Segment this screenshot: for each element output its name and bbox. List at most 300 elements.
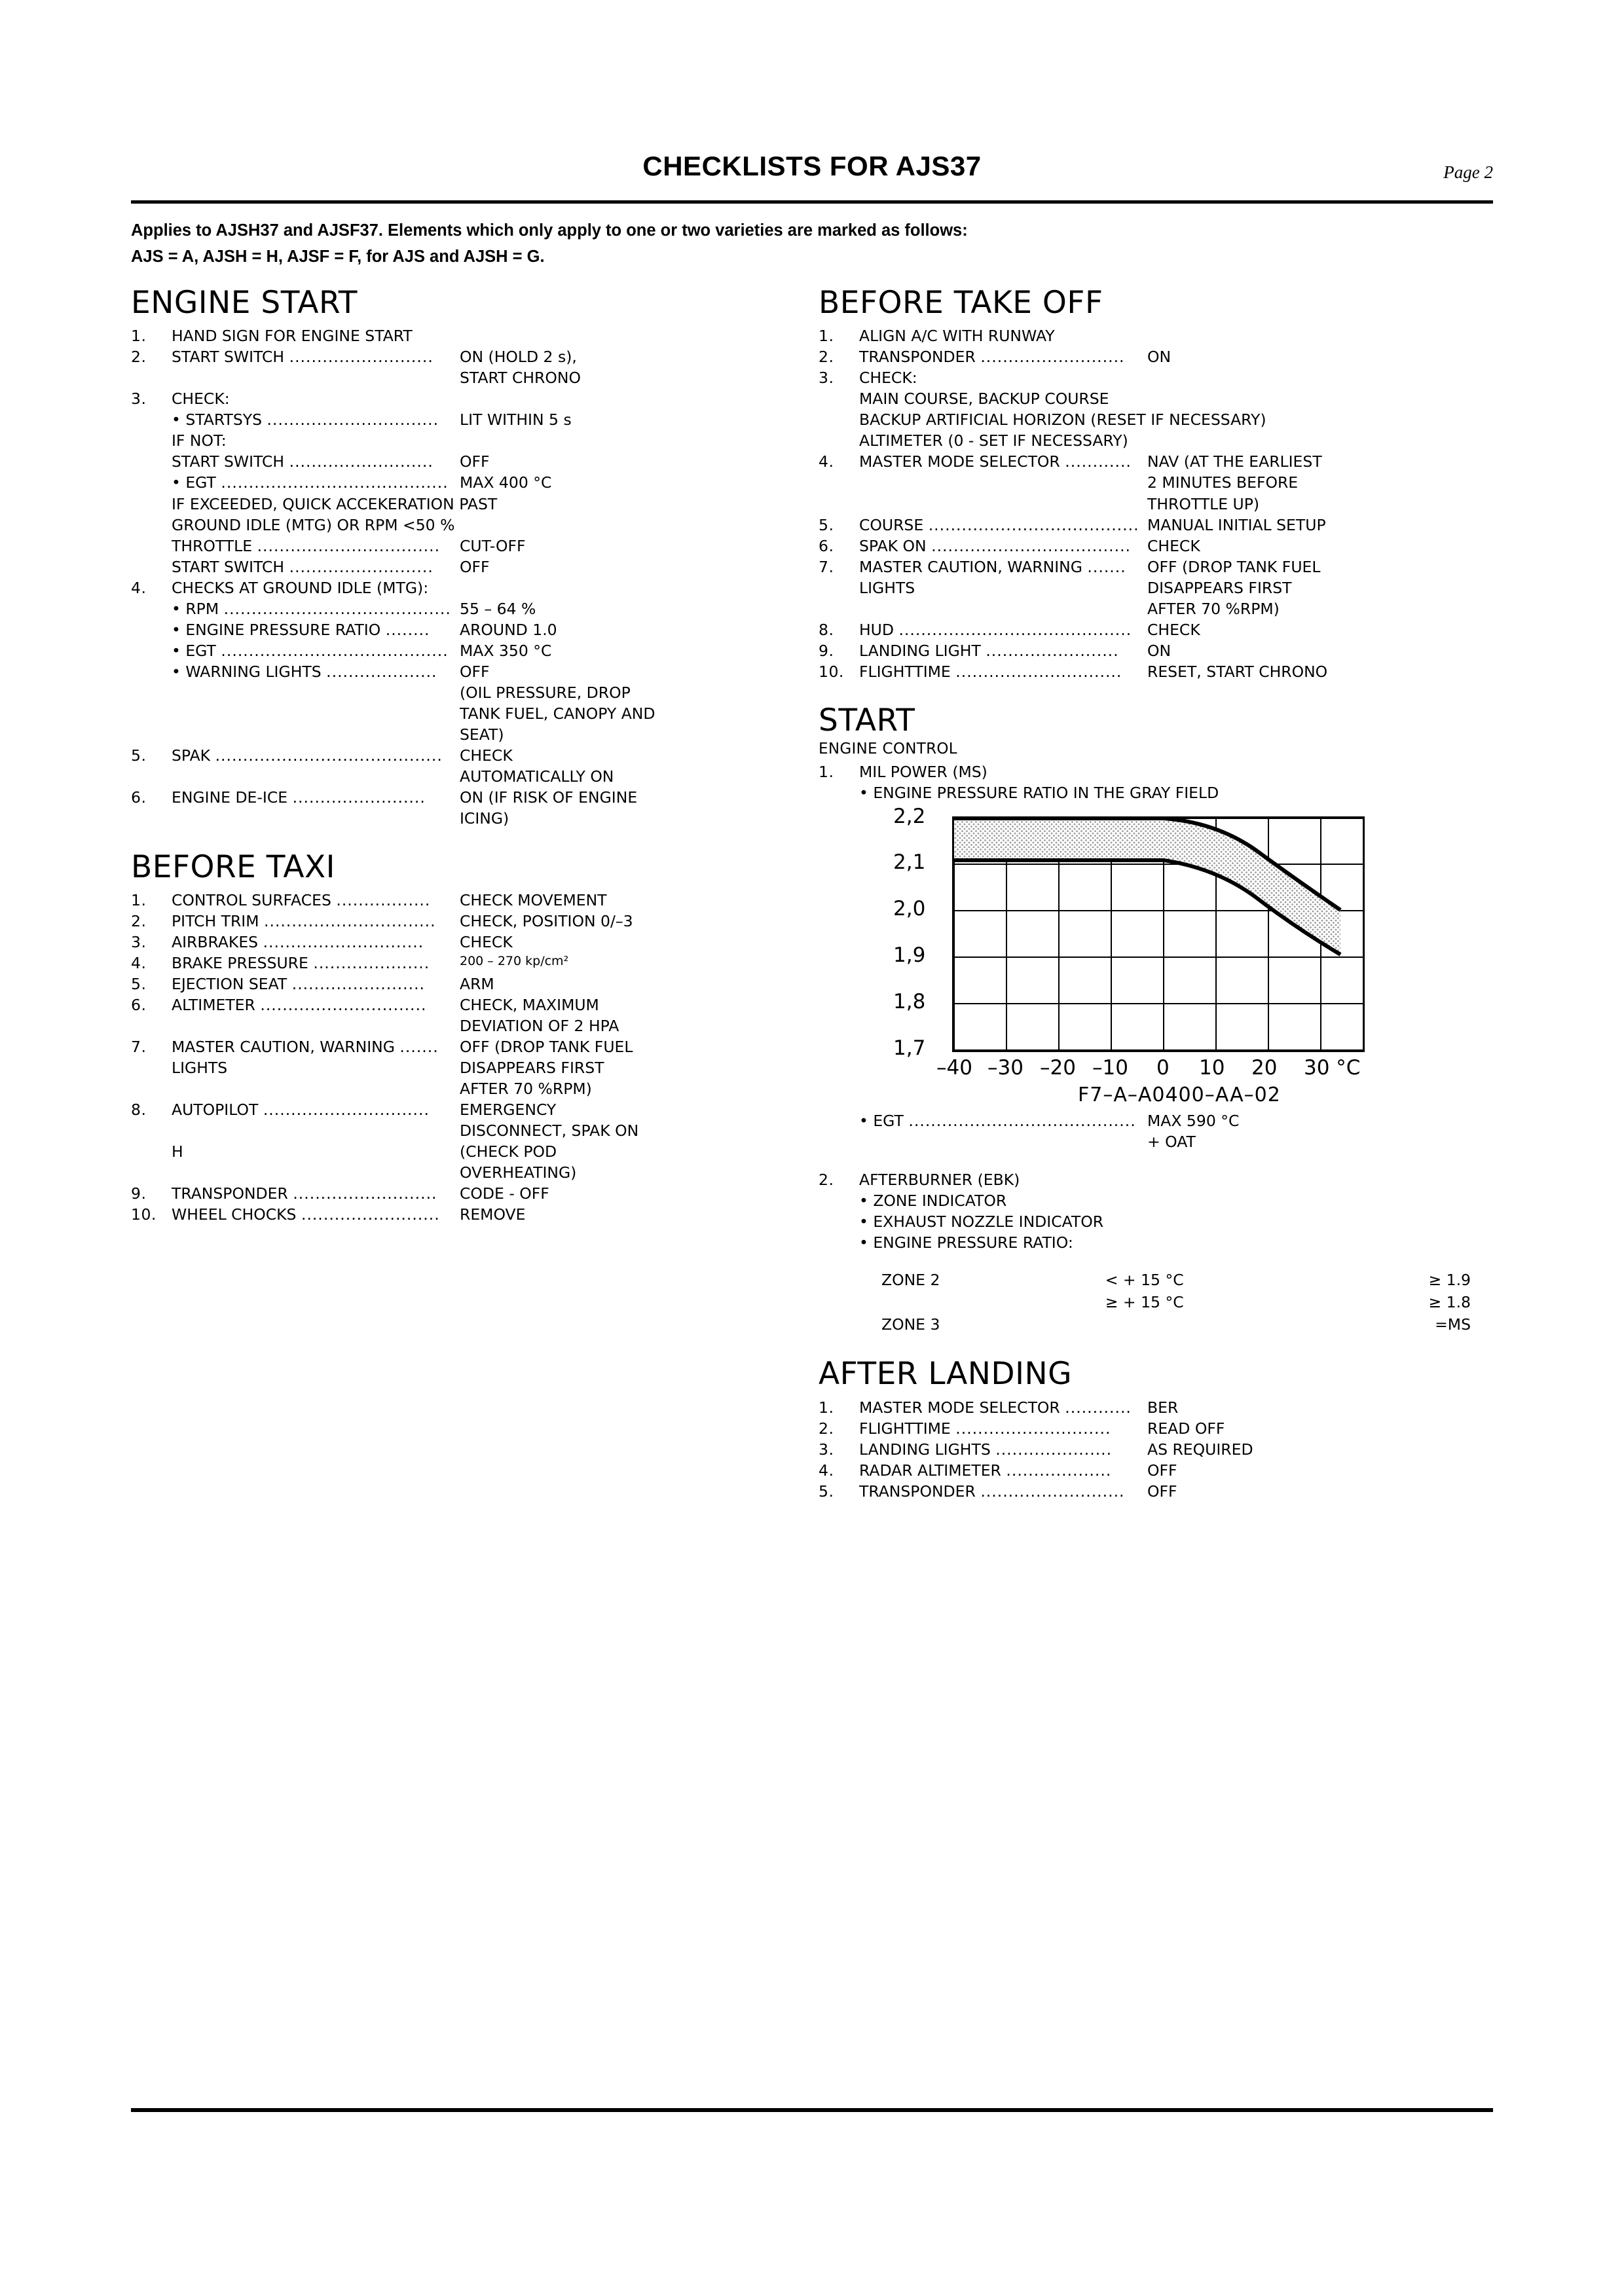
- item-number: [819, 598, 859, 619]
- item-number: 3.: [131, 933, 147, 952]
- item-number: 10.: [819, 662, 844, 681]
- item-label: [172, 703, 460, 724]
- item-label: [859, 1460, 1147, 1481]
- zone-label: ZONE 3: [881, 1315, 940, 1334]
- section-title-before-taxi: BEFORE TAXI: [131, 848, 336, 885]
- item-label: CHECK:: [859, 369, 917, 388]
- list-item: [819, 640, 1493, 661]
- item-number: 5.: [819, 1482, 834, 1501]
- section-title-engine-start: ENGINE START: [131, 285, 358, 321]
- applies-line-2: AJS = A, AJSH = H, AJSF = F, for AJS and AJSH = G.: [131, 247, 545, 266]
- item-value: OFF: [460, 452, 490, 471]
- list-item: [131, 974, 792, 994]
- item-text: TRANSPONDER: [172, 1184, 288, 1203]
- item-value: ON (HOLD 2 s),: [460, 348, 577, 367]
- section-title-before-take-off: BEFORE TAKE OFF: [819, 285, 1103, 321]
- y-tick-1-8: 1,8: [893, 990, 926, 1014]
- item-value: EMERGENCY: [460, 1101, 557, 1120]
- item-number: 2.: [131, 348, 147, 367]
- item-text: MASTER CAUTION, WARNING: [859, 557, 1082, 576]
- list-item: [819, 598, 1493, 619]
- item-text: • RPM: [172, 599, 219, 618]
- list-item: [819, 1460, 1493, 1481]
- list-item: [131, 325, 792, 346]
- item-value: AFTER 70 %RPM): [460, 1080, 592, 1099]
- item-label: [859, 1418, 1147, 1439]
- item-label: [859, 619, 1147, 640]
- list-item: [131, 640, 792, 661]
- item-label: [172, 640, 460, 661]
- item-label: [859, 661, 1147, 682]
- item-text: MASTER CAUTION, WARNING: [172, 1038, 395, 1057]
- list-item: [819, 536, 1493, 556]
- list-item: [131, 1057, 792, 1078]
- leader-dots: .........................................: [215, 746, 443, 765]
- item-text: LANDING LIGHTS: [859, 1440, 991, 1459]
- list-item: [131, 515, 792, 536]
- item-note: • EXHAUST NOZZLE INDICATOR: [859, 1212, 1104, 1231]
- item-text: ENGINE DE-ICE: [172, 788, 288, 807]
- item-label: [172, 536, 460, 556]
- zone-label: [881, 1291, 1105, 1313]
- chart-reference-code: F7–A–A0400–AA–02: [1078, 1084, 1281, 1107]
- y-tick-2-0: 2,0: [893, 897, 926, 921]
- item-number: 2.: [819, 1419, 834, 1438]
- leader-dots: .............................: [263, 933, 424, 952]
- chart-plot: [952, 816, 1365, 1052]
- list-item: [131, 619, 792, 640]
- list-item: [131, 409, 792, 430]
- item-number: [819, 472, 859, 493]
- table-row: [881, 1313, 1471, 1336]
- item-label: [172, 1099, 460, 1120]
- list-item: [819, 1110, 1493, 1131]
- list-item: [819, 346, 1493, 367]
- item-number: [131, 472, 172, 493]
- list-item: [131, 472, 792, 493]
- item-value: + OAT: [1147, 1133, 1196, 1152]
- item-number: [131, 556, 172, 577]
- leader-dots: ........................: [986, 641, 1119, 660]
- item-number: 6.: [131, 996, 147, 1015]
- chart-area: [881, 805, 1379, 1080]
- item-value: OFF: [1147, 1482, 1177, 1501]
- item-number: 5.: [131, 746, 147, 765]
- list-item: [819, 1232, 1493, 1253]
- right-column: [819, 287, 1493, 1502]
- item-value: SEAT): [460, 725, 504, 744]
- item-number: [131, 1057, 172, 1078]
- checklist-before-take-off: [819, 325, 1493, 682]
- x-tick-0: 0: [1156, 1056, 1170, 1080]
- item-label: [859, 640, 1147, 661]
- list-item: [131, 451, 792, 472]
- item-label: [172, 787, 460, 808]
- item-number: [131, 682, 172, 703]
- item-value: OFF (DROP TANK FUEL: [1147, 557, 1321, 576]
- item-note: GROUND IDLE (MTG) OR RPM <50 %: [172, 515, 455, 534]
- item-label: [172, 766, 460, 787]
- chart-svg: [954, 818, 1363, 1050]
- list-item: [131, 724, 792, 745]
- list-item: [819, 556, 1493, 577]
- item-value: DISAPPEARS FIRST: [1147, 578, 1292, 597]
- item-number: 4.: [131, 954, 147, 973]
- list-item: [819, 494, 1493, 515]
- leader-dots: ..........................: [289, 452, 434, 471]
- item-number: [131, 598, 172, 619]
- item-number: [131, 367, 172, 388]
- item-text: • ENGINE PRESSURE RATIO: [172, 620, 381, 639]
- item-value: CHECK, MAXIMUM: [460, 996, 599, 1015]
- list-item: [131, 703, 792, 724]
- item-number: [819, 1211, 859, 1232]
- item-value: DISCONNECT, SPAK ON: [460, 1121, 639, 1140]
- list-item: [131, 1099, 792, 1120]
- item-value: (CHECK POD: [460, 1142, 557, 1161]
- item-number: 5.: [131, 975, 147, 994]
- item-label: MIL POWER (MS): [859, 762, 987, 781]
- y-tick-2-1: 2,1: [893, 850, 926, 875]
- item-label: [172, 1162, 460, 1183]
- spacer: [819, 1152, 1493, 1169]
- item-label: [172, 994, 460, 1015]
- item-label: [172, 619, 460, 640]
- leader-dots: ..........................: [980, 348, 1125, 367]
- item-number: [819, 577, 859, 598]
- list-item: [819, 1439, 1493, 1460]
- item-value: OVERHEATING): [460, 1163, 577, 1182]
- zone-label: ZONE 2: [881, 1271, 940, 1290]
- item-label: [172, 1036, 460, 1057]
- item-text: CONTROL SURFACES: [172, 891, 331, 910]
- leader-dots: .........................................: [221, 473, 449, 492]
- item-number: 4.: [819, 1461, 834, 1480]
- item-value: MAX 350 °C: [460, 641, 552, 660]
- leader-dots: ............: [1065, 452, 1132, 471]
- item-text: SPAK ON: [859, 536, 927, 555]
- leader-dots: ......................................: [928, 515, 1139, 534]
- item-text: TRANSPONDER: [859, 1482, 976, 1501]
- leader-dots: .......: [399, 1038, 439, 1057]
- leader-dots: ........................: [291, 975, 426, 994]
- item-text: PITCH TRIM: [172, 912, 259, 931]
- list-item: [131, 661, 792, 682]
- section-title-start: START: [819, 702, 915, 738]
- leader-dots: .........................................: [223, 599, 451, 618]
- checklist-start-after-chart: [819, 1110, 1493, 1253]
- item-number: 2.: [819, 1171, 834, 1190]
- item-label: [859, 536, 1147, 556]
- checklist-start-top: [819, 761, 1493, 803]
- item-number: 3.: [131, 390, 147, 409]
- footer-divider: [131, 2108, 1493, 2112]
- item-text: FLIGHTTIME: [859, 1419, 951, 1438]
- list-item: [819, 1211, 1493, 1232]
- item-value: CHECK MOVEMENT: [460, 891, 607, 910]
- list-item: [131, 932, 792, 953]
- item-value: ON (IF RISK OF ENGINE: [460, 788, 638, 807]
- leader-dots: ..........................: [289, 348, 434, 367]
- leader-dots: ............: [1065, 1398, 1132, 1417]
- item-text: MASTER MODE SELECTOR: [859, 1398, 1060, 1417]
- item-note: MAIN COURSE, BACKUP COURSE: [859, 390, 1109, 409]
- x-tick-m40: –40: [936, 1056, 972, 1080]
- item-label: [859, 1131, 1147, 1152]
- item-label: IF NOT:: [172, 431, 227, 450]
- item-value: BER: [1147, 1398, 1179, 1417]
- item-value: [460, 388, 792, 409]
- item-value: CHECK: [460, 746, 513, 765]
- item-number: 1.: [131, 327, 147, 346]
- leader-dots: ...............................: [264, 912, 436, 931]
- item-value: AROUND 1.0: [460, 620, 557, 639]
- item-value: MANUAL INITIAL SETUP: [1147, 515, 1326, 534]
- item-text: WHEEL CHOCKS: [172, 1205, 297, 1224]
- item-number: [131, 1120, 172, 1141]
- applies-line-1: Applies to AJSH37 and AJSF37. Elements which only apply to one or two varieties are marked as follows:: [131, 221, 968, 240]
- item-number: [131, 451, 172, 472]
- item-value: (OIL PRESSURE, DROP: [460, 683, 631, 702]
- item-number: 7.: [131, 1038, 147, 1057]
- applies-note: [131, 218, 1493, 270]
- list-item: [819, 619, 1493, 640]
- leader-dots: ........................: [292, 788, 426, 807]
- leader-dots: ............................: [955, 1419, 1111, 1438]
- item-number: 5.: [819, 515, 834, 534]
- item-number: [131, 1015, 172, 1036]
- list-item: [819, 782, 1493, 803]
- section-subtitle-engine-control: ENGINE CONTROL: [819, 740, 957, 757]
- item-label: LIGHTS: [172, 1059, 228, 1078]
- item-label: [172, 974, 460, 994]
- list-item: [819, 661, 1493, 682]
- item-number: [131, 409, 172, 430]
- item-number: [819, 409, 859, 430]
- list-item: [131, 994, 792, 1015]
- list-item: [131, 911, 792, 932]
- leader-dots: ........: [385, 620, 430, 639]
- item-label: [859, 346, 1147, 367]
- leader-dots: ...............................: [267, 410, 439, 429]
- item-value: NAV (AT THE EARLIEST: [1147, 452, 1322, 471]
- list-item: [131, 367, 792, 388]
- x-tick-m20: –20: [1040, 1056, 1076, 1080]
- leader-dots: .........................................: [221, 641, 449, 660]
- item-label: [172, 556, 460, 577]
- list-item: [131, 598, 792, 619]
- item-number: [819, 1232, 859, 1253]
- list-item: [131, 577, 792, 598]
- list-item: [819, 451, 1493, 472]
- item-number: 10.: [131, 1205, 157, 1224]
- item-label: [172, 890, 460, 911]
- item-number: [131, 640, 172, 661]
- item-number: 8.: [131, 1101, 147, 1120]
- item-value: 200 – 270 kp/cm²: [460, 954, 569, 969]
- item-label: HAND SIGN FOR ENGINE START: [172, 327, 413, 346]
- item-number: [131, 808, 172, 829]
- item-value: CHECK: [1147, 536, 1200, 555]
- list-item: [131, 1120, 792, 1141]
- item-text: START SWITCH: [172, 557, 285, 576]
- list-item: [819, 367, 1493, 388]
- item-text: MASTER MODE SELECTOR: [859, 452, 1060, 471]
- item-label: [172, 409, 460, 430]
- list-item: [819, 761, 1493, 782]
- section-title-after-landing: AFTER LANDING: [819, 1356, 1073, 1393]
- item-value: [460, 430, 792, 451]
- item-value: DISAPPEARS FIRST: [460, 1059, 604, 1078]
- item-value: CUT-OFF: [460, 536, 526, 555]
- list-item: [819, 515, 1493, 536]
- list-item: [131, 890, 792, 911]
- item-label: ALIGN A/C WITH RUNWAY: [859, 327, 1055, 346]
- item-value: THROTTLE UP): [1147, 494, 1260, 513]
- item-label: CHECKS AT GROUND IDLE (MTG):: [172, 578, 429, 597]
- item-value: MAX 400 °C: [460, 473, 552, 492]
- item-text: RADAR ALTIMETER: [859, 1461, 1001, 1480]
- item-label: [859, 515, 1147, 536]
- item-number: [131, 1141, 172, 1162]
- item-value: DEVIATION OF 2 HPA: [460, 1017, 619, 1036]
- list-item: [131, 388, 792, 409]
- leader-dots: .....................: [313, 954, 430, 973]
- item-note: • ENGINE PRESSURE RATIO:: [859, 1233, 1073, 1252]
- list-item: [819, 577, 1493, 598]
- y-tick-1-7: 1,7: [893, 1036, 926, 1061]
- list-item: [819, 472, 1493, 493]
- item-value: [460, 325, 792, 346]
- item-value: ICING): [460, 809, 509, 828]
- item-value: CHECK, POSITION 0/–3: [460, 912, 633, 931]
- item-number: [131, 724, 172, 745]
- item-label: [172, 724, 460, 745]
- item-label: LIGHTS: [859, 578, 915, 597]
- item-text: • WARNING LIGHTS: [172, 662, 322, 681]
- list-item: [131, 1183, 792, 1204]
- x-tick-m10: –10: [1092, 1056, 1128, 1080]
- item-text: START SWITCH: [172, 348, 285, 367]
- item-value: START CHRONO: [460, 369, 581, 388]
- item-value: REMOVE: [460, 1205, 526, 1224]
- x-tick-10: 10: [1199, 1056, 1225, 1080]
- item-text: FLIGHTTIME: [859, 662, 951, 681]
- y-tick-2-2: 2,2: [893, 805, 926, 829]
- item-label: [172, 598, 460, 619]
- zone-value: ≥ 1.9: [1428, 1271, 1471, 1290]
- checklist-after-landing: [819, 1397, 1493, 1502]
- leader-dots: ..........................: [293, 1184, 437, 1203]
- item-number: [131, 515, 172, 536]
- item-text: • STARTSYS: [172, 410, 263, 429]
- item-number: [131, 1078, 172, 1099]
- list-item: [131, 430, 792, 451]
- item-number: 1.: [819, 1398, 834, 1417]
- item-value: CODE - OFF: [460, 1184, 549, 1203]
- zone-value: ≥ 1.8: [1428, 1293, 1471, 1312]
- list-item: [131, 556, 792, 577]
- zone-condition: [1105, 1313, 1352, 1336]
- item-value: CHECK: [1147, 620, 1200, 639]
- leader-dots: .....................: [995, 1440, 1113, 1459]
- item-label: [859, 1110, 1147, 1131]
- list-item: [131, 1162, 792, 1183]
- header-divider: [131, 200, 1493, 204]
- list-item: [131, 1078, 792, 1099]
- list-item: [131, 1204, 792, 1225]
- leader-dots: ..........................................: [898, 620, 1132, 639]
- list-item: [131, 1141, 792, 1162]
- zone-condition: < + 15 °C: [1105, 1271, 1184, 1290]
- item-text: AIRBRAKES: [172, 933, 259, 952]
- leader-dots: .........................................: [908, 1112, 1136, 1131]
- item-text: • EGT: [172, 473, 216, 492]
- leader-dots: ..........................: [980, 1482, 1125, 1501]
- item-label: [172, 745, 460, 766]
- list-item: [131, 1036, 792, 1057]
- list-item: [131, 494, 792, 515]
- item-text: BRAKE PRESSURE: [172, 954, 308, 973]
- item-number: [819, 494, 859, 515]
- item-label: [859, 598, 1147, 619]
- item-value: OFF: [1147, 1461, 1177, 1480]
- item-note: • ZONE INDICATOR: [859, 1192, 1007, 1211]
- item-label: [172, 1078, 460, 1099]
- item-number: 1.: [819, 327, 834, 346]
- y-tick-1-9: 1,9: [893, 943, 926, 968]
- item-number: [131, 619, 172, 640]
- list-item: [131, 682, 792, 703]
- item-value: AS REQUIRED: [1147, 1440, 1253, 1459]
- leader-dots: .........................: [301, 1205, 440, 1224]
- item-text: START SWITCH: [172, 452, 285, 471]
- item-label: [172, 808, 460, 829]
- item-value: ON: [1147, 348, 1172, 367]
- item-number: 2.: [819, 348, 834, 367]
- page-number: Page 2: [1443, 162, 1493, 182]
- item-number: 4.: [819, 452, 834, 471]
- item-text: AUTOPILOT: [172, 1101, 259, 1120]
- item-label: [859, 556, 1147, 577]
- list-item: [819, 430, 1493, 451]
- checklist-engine-start: [131, 325, 792, 828]
- item-text: • EGT: [859, 1112, 904, 1131]
- item-value: OFF (DROP TANK FUEL: [460, 1038, 633, 1057]
- list-item: [819, 1131, 1493, 1152]
- item-label: [859, 451, 1147, 472]
- list-item: [819, 1418, 1493, 1439]
- list-item: [131, 745, 792, 766]
- x-tick-30: 30 °C: [1304, 1056, 1361, 1080]
- leader-dots: ....................................: [931, 536, 1132, 555]
- item-value: AUTOMATICALLY ON: [460, 767, 614, 786]
- variant-marker-h: H: [172, 1142, 184, 1161]
- item-note: IF EXCEEDED, QUICK ACCEKERATION PAST: [172, 494, 498, 513]
- item-label: [172, 1015, 460, 1036]
- list-item: [819, 1397, 1493, 1418]
- item-number: [131, 494, 172, 515]
- item-number: [131, 703, 172, 724]
- item-value: 55 – 64 %: [460, 599, 536, 618]
- item-label: [172, 346, 460, 367]
- item-value: MAX 590 °C: [1147, 1112, 1240, 1131]
- item-number: 1.: [819, 762, 834, 781]
- item-value: ON: [1147, 641, 1172, 660]
- item-number: [819, 1110, 859, 1131]
- zone-value: =MS: [1435, 1315, 1471, 1334]
- item-number: [819, 1190, 859, 1211]
